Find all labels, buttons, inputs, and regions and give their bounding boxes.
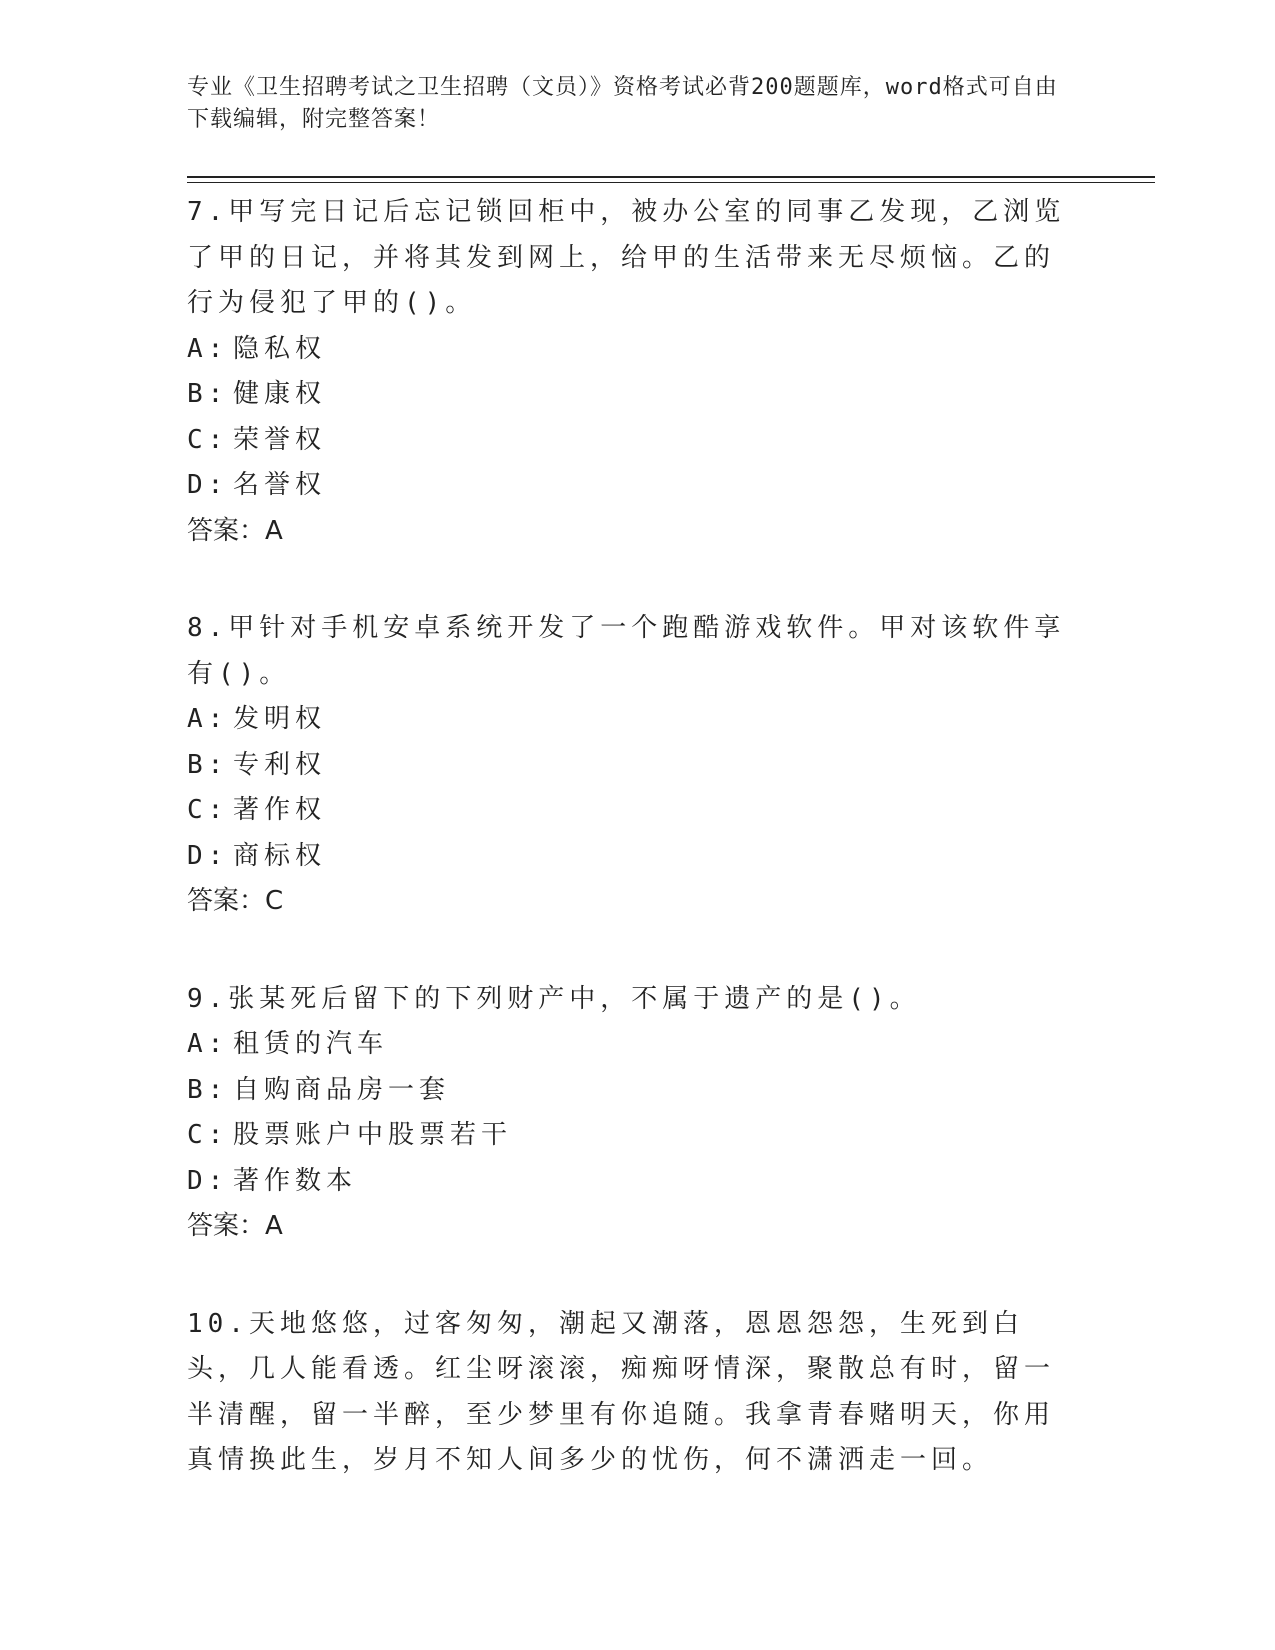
question-stem: 9.张某死后留下的下列财产中，不属于遗产的是()。 bbox=[187, 983, 921, 1014]
question-10 bbox=[187, 1302, 1067, 1484]
question-stem: 7.甲写完日记后忘记锁回柜中，被办公室的同事乙发现，乙浏览了甲的日记，并将其发到网上，给甲的生活带来无尽烦恼。乙的行为侵犯了甲的()。 bbox=[187, 197, 1066, 318]
option-text: 著作数本 bbox=[233, 1165, 358, 1196]
option-letter: D: bbox=[187, 840, 229, 871]
option-c bbox=[187, 788, 1067, 834]
option-text: 股票账户中股票若干 bbox=[233, 1120, 513, 1150]
option-letter: C: bbox=[187, 795, 229, 825]
option-text: 荣誉权 bbox=[233, 424, 327, 455]
option-letter: C: bbox=[187, 1120, 229, 1150]
option-text: 健康权 bbox=[233, 379, 327, 409]
option-letter: D: bbox=[187, 470, 229, 500]
option-letter: A: bbox=[187, 1029, 229, 1059]
option-c bbox=[187, 418, 1067, 464]
question-7 bbox=[187, 190, 1067, 554]
header-divider-thick bbox=[187, 176, 1155, 178]
option-d bbox=[187, 463, 1067, 509]
option-letter: A: bbox=[187, 333, 229, 364]
option-a bbox=[187, 1022, 1067, 1068]
answer-label: 答案：C bbox=[187, 886, 284, 916]
option-d bbox=[187, 1159, 1067, 1205]
option-b bbox=[187, 1068, 1067, 1114]
answer-label: 答案：A bbox=[187, 515, 283, 546]
question-8 bbox=[187, 606, 1067, 925]
question-9 bbox=[187, 977, 1067, 1250]
option-text: 著作权 bbox=[233, 795, 327, 825]
question-list bbox=[187, 190, 1067, 1536]
option-text: 隐私权 bbox=[233, 333, 327, 364]
header-title: 专业《卫生招聘考试之卫生招聘（文员）》资格考试必背200题题库，word格式可自由下载编辑，附完整答案！ bbox=[187, 75, 1058, 132]
option-b bbox=[187, 372, 1067, 418]
option-text: 商标权 bbox=[233, 840, 327, 871]
question-stem: 8.甲针对手机安卓系统开发了一个跑酷游戏软件。甲对该软件享有()。 bbox=[187, 613, 1066, 689]
option-text: 租赁的汽车 bbox=[233, 1029, 389, 1059]
option-letter: C: bbox=[187, 424, 229, 455]
option-text: 名誉权 bbox=[233, 470, 327, 500]
option-b bbox=[187, 743, 1067, 789]
option-text: 专利权 bbox=[233, 749, 327, 780]
option-d bbox=[187, 834, 1067, 880]
option-letter: D: bbox=[187, 1165, 229, 1196]
option-text: 发明权 bbox=[233, 704, 327, 734]
option-c bbox=[187, 1113, 1067, 1159]
document-header bbox=[187, 72, 1067, 136]
header-divider-thin bbox=[187, 182, 1155, 183]
option-a bbox=[187, 327, 1067, 373]
option-letter: A: bbox=[187, 704, 229, 734]
option-text: 自购商品房一套 bbox=[233, 1074, 451, 1105]
answer-label: 答案：A bbox=[187, 1211, 283, 1241]
option-letter: B: bbox=[187, 1074, 229, 1105]
option-a bbox=[187, 697, 1067, 743]
option-letter: B: bbox=[187, 749, 229, 780]
question-stem: 10.天地悠悠，过客匆匆，潮起又潮落，恩恩怨怨，生死到白头，几人能看透。红尘呀滚滚，痴痴呀情深，聚散总有时，留一半清醒，留一半醉，至少梦里有你追随。我拿青春赌明天，你用真情换此生，岁月不知人间多少的忧伤，何不潇洒走一回。 bbox=[187, 1308, 1056, 1475]
option-letter: B: bbox=[187, 379, 229, 409]
